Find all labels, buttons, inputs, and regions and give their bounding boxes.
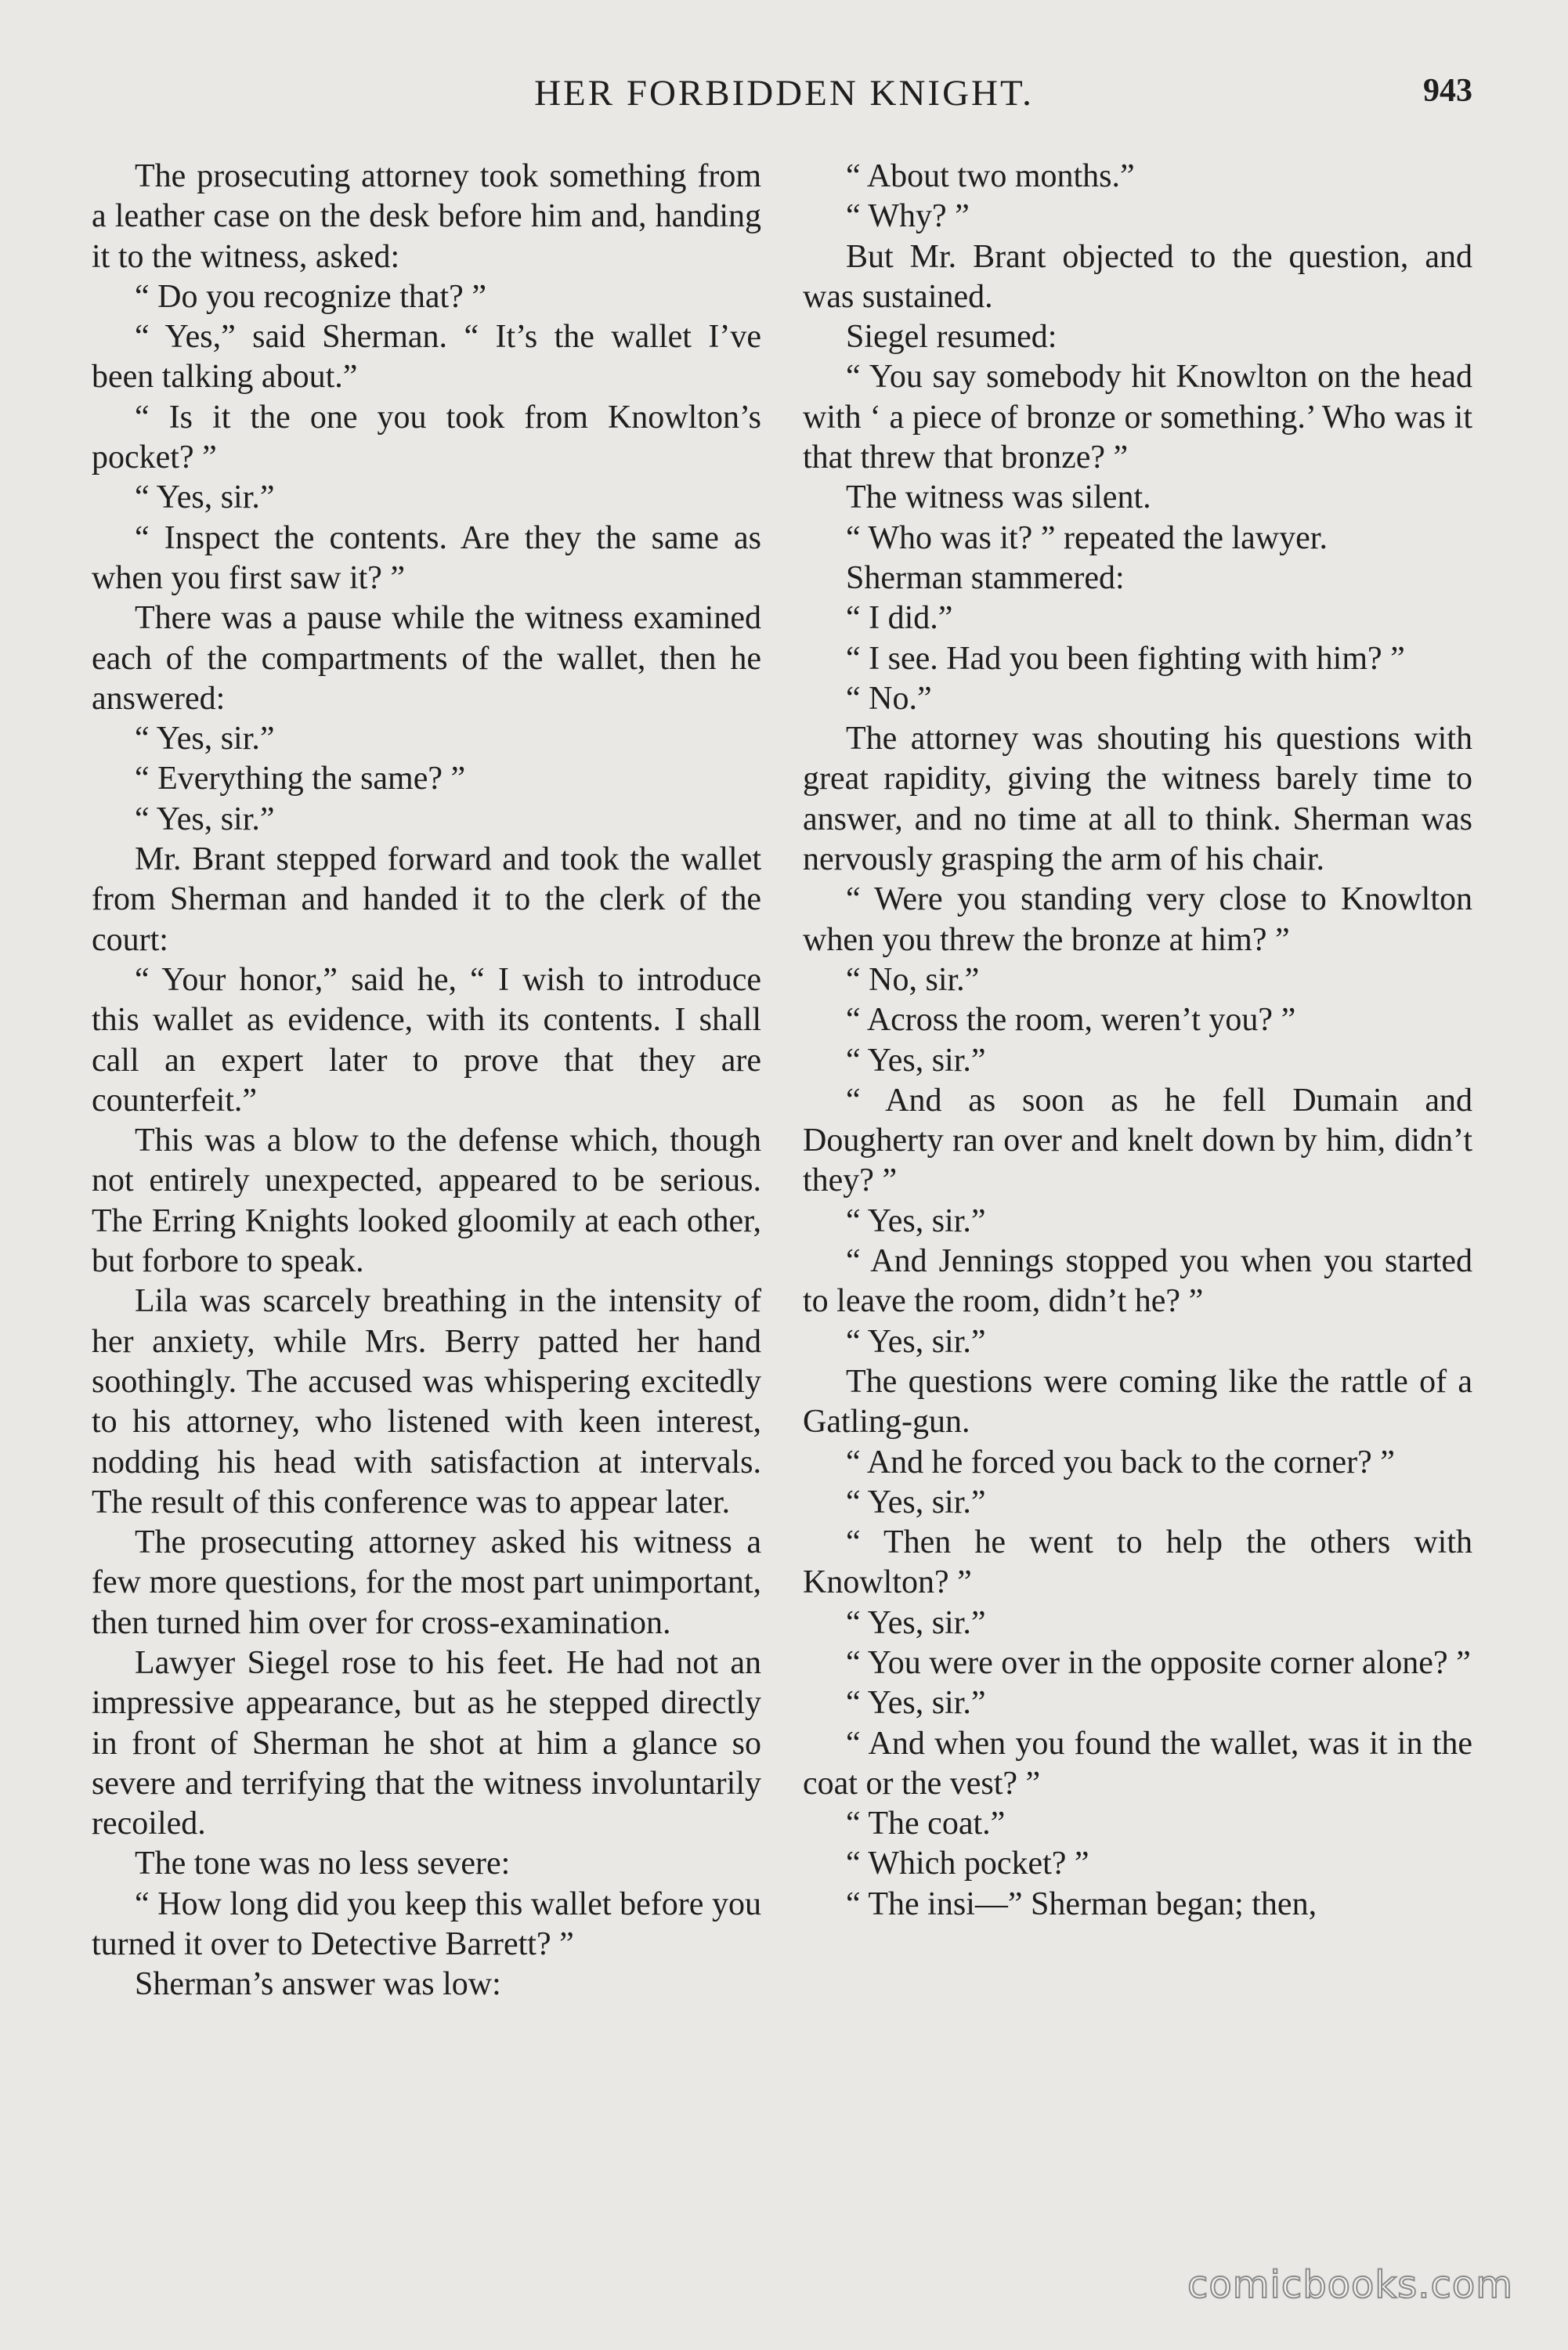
paragraph: “ Which pocket? ” [846,1846,1089,1882]
paragraph: There was a pause while the witness examined each of the compartments of the wallet, then he answered: [92,600,761,717]
page-title: HER FORBIDDEN KNIGHT. [534,73,1034,114]
paragraph: “ No.” [846,680,932,717]
paragraph: “ I see. Had you been fighting with him? ” [846,640,1405,677]
paragraph: “ Yes, sir.” [846,1042,986,1079]
paragraph: “ Yes, sir.” [135,721,275,757]
paragraph: Lila was scarcely breathing in the intensity of her anxiety, while Mrs. Berry patted her hand soothingly. The accused was whispering excitedly to his attorney, who listened with keen interest, nodding his head with satisfaction at intervals. The result of this conference was to appear later. [92,1283,761,1520]
paragraph: “ Yes, sir.” [135,801,275,837]
paragraph: Sherman stammered: [846,559,1125,596]
paragraph: “ And when you found the wallet, was it in the coat or the vest? ” [803,1725,1472,1802]
paragraph: The tone was no less severe: [135,1846,511,1882]
left-column [92,157,761,2005]
paragraph: “ And as soon as he fell Dumain and Dougherty ran over and knelt down by him, didn’t they? ” [803,1082,1472,1199]
paragraph: The prosecuting attorney took something from a leather case on the desk before him and, handing it to the witness, asked: [92,158,761,275]
paragraph: “ Why? ” [846,198,970,235]
paragraph: “ You say somebody hit Knowlton on the head with ‘ a piece of bronze or something.’ Who was it that threw that bronze? ” [803,359,1472,476]
paragraph: “ And he forced you back to the corner? ” [846,1444,1395,1480]
paragraph: The attorney was shouting his questions with great rapidity, giving the witness barely time to answer, and no time at all to think. Sherman was nervously grasping the arm of his chair. [803,721,1472,878]
paragraph: “ Do you recognize that? ” [135,278,486,315]
paragraph: “ Inspect the contents. Are they the same as when you first saw it? ” [92,519,761,596]
paragraph: “ Is it the one you took from Knowlton’s pocket? ” [92,399,761,476]
paragraph: This was a blow to the defense which, though not entirely unexpected, appeared to be serious. The Erring Knights looked gloomily at each other, but forbore to speak. [92,1123,761,1280]
paragraph: “ No, sir.” [846,961,980,998]
paragraph: But Mr. Brant objected to the question, and was sustained. [803,238,1472,315]
paragraph: “ About two months.” [846,158,1135,194]
paragraph: Mr. Brant stepped forward and took the wallet from Sherman and handed it to the clerk of the court: [92,841,761,958]
paragraph: The prosecuting attorney asked his witness a few more questions, for the most part unimportant, then turned him over for cross-examination. [92,1524,761,1641]
paragraph: “ The coat.” [846,1806,1006,1842]
paragraph: “ Your honor,” said he, “ I wish to introduce this wallet as evidence, with its contents. I shall call an expert later to prove that they are counterfeit.” [92,961,761,1119]
paragraph: “ You were over in the opposite corner alone? ” [846,1644,1471,1681]
paragraph: “ Yes,” said Sherman. “ It’s the wallet I’ve been talking about.” [92,319,761,396]
paragraph: “ Were you standing very close to Knowlton when you threw the bronze at him? ” [803,881,1472,958]
paragraph: “ Yes, sir.” [846,1202,986,1239]
paragraph: “ I did.” [846,600,953,637]
paragraph: “ And Jennings stopped you when you started to leave the room, didn’t he? ” [803,1243,1472,1320]
paragraph: “ Who was it? ” repeated the lawyer. [846,519,1328,556]
paragraph: “ Everything the same? ” [135,761,466,797]
paragraph: Siegel resumed: [846,319,1057,356]
paragraph: “ The insi—” Sherman began; then, [846,1885,1317,1922]
paragraph: Sherman’s answer was low: [135,1966,501,2003]
paragraph: “ Yes, sir.” [846,1685,986,1722]
page-number: 943 [1423,73,1472,109]
paragraph: “ Yes, sir.” [846,1323,986,1360]
watermark: comicbooks.com [1187,2263,1513,2307]
paragraph: “ How long did you keep this wallet before you turned it over to Detective Barrett? ” [92,1885,761,1963]
running-head [0,72,1568,127]
paragraph: “ Yes, sir.” [846,1604,986,1641]
paragraph: The questions were coming like the rattle of a Gatling-gun. [803,1363,1472,1441]
paragraph: Lawyer Siegel rose to his feet. He had not an impressive appearance, but as he stepped directly in front of Sherman he shot at him a glance so severe and terrifying that the witness involuntarily recoiled. [92,1644,761,1842]
paragraph: “ Yes, sir.” [135,479,275,516]
paragraph: The witness was silent. [846,479,1151,516]
paragraph: “ Across the room, weren’t you? ” [846,1002,1296,1039]
right-column [803,157,1472,1925]
paragraph: “ Then he went to help the others with Knowlton? ” [803,1524,1472,1601]
paragraph: “ Yes, sir.” [846,1484,986,1520]
